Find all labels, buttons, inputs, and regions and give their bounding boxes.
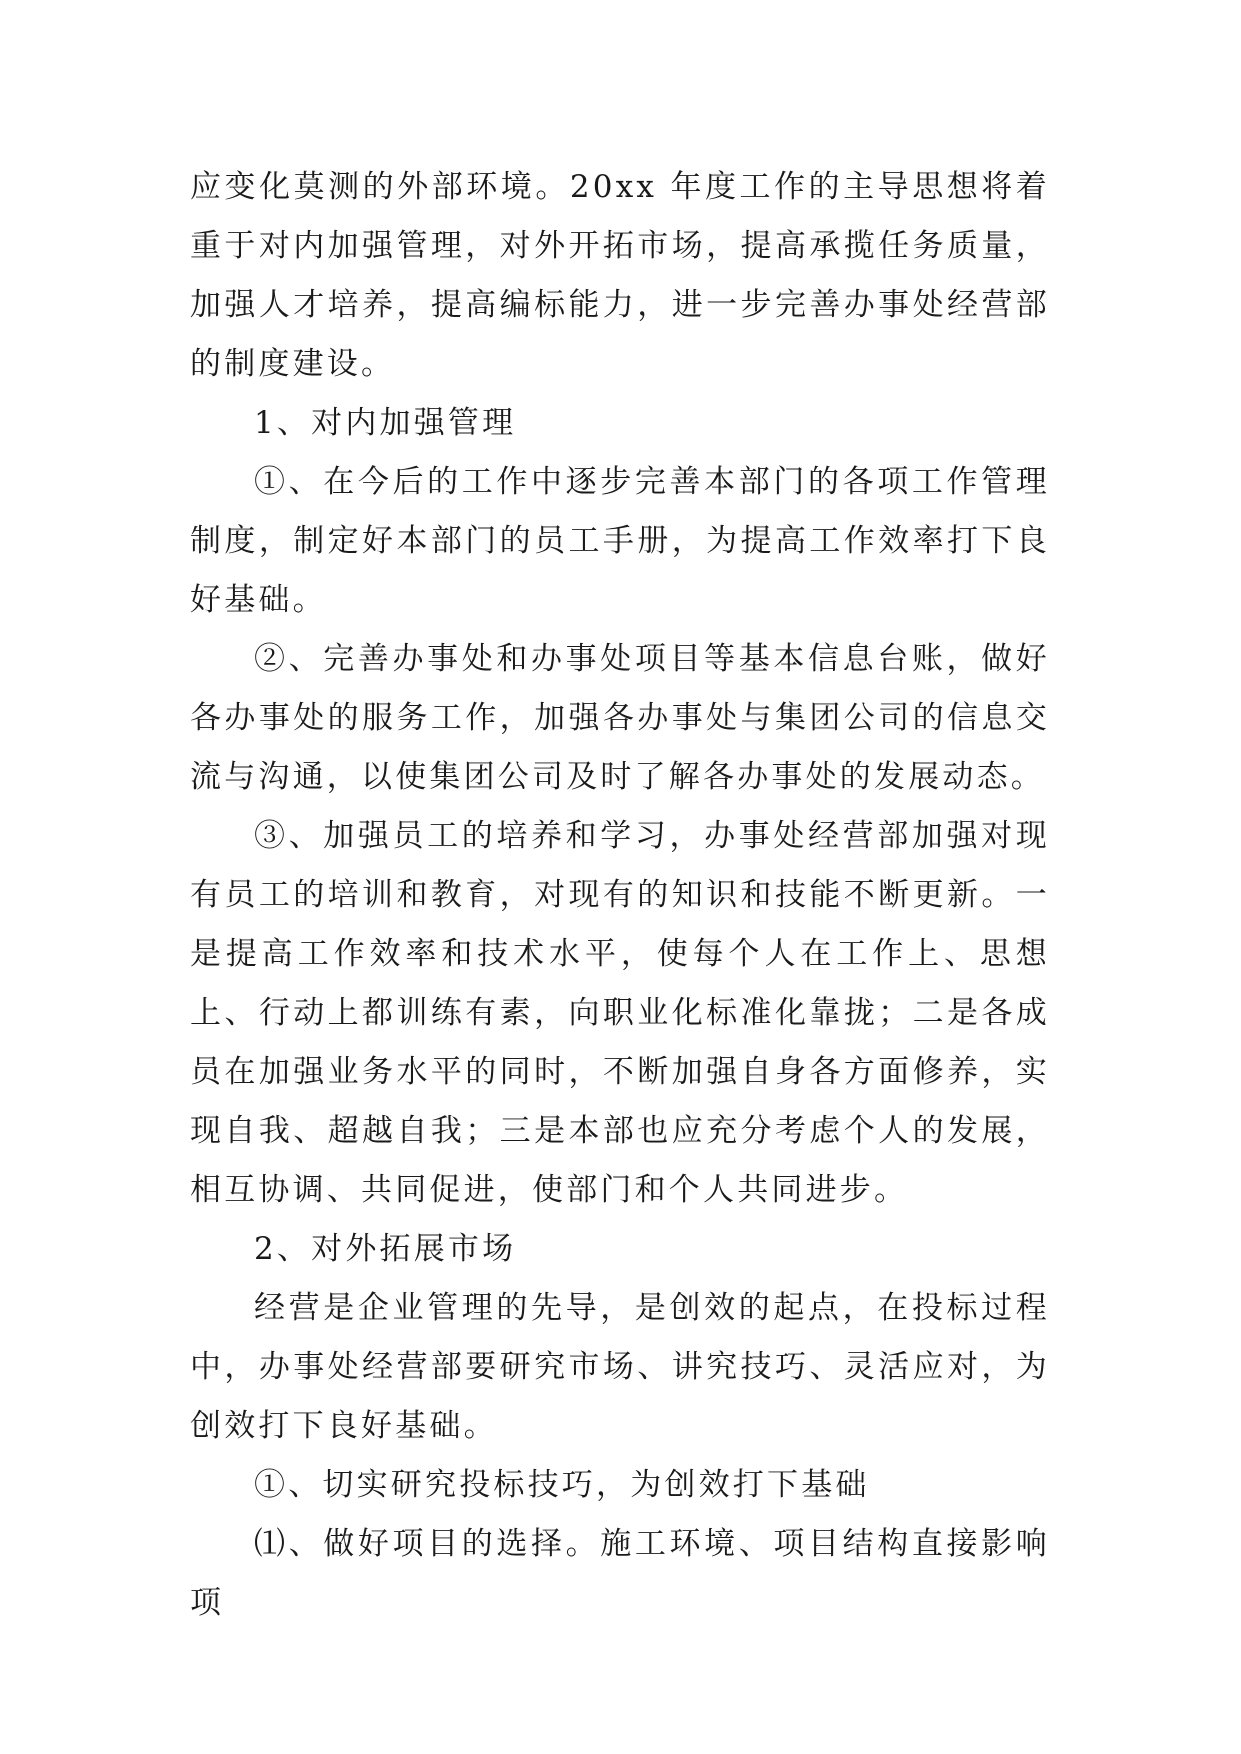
paragraph-item-1: ①、在今后的工作中逐步完善本部门的各项工作管理制度，制定好本部门的员工手册，为提高工作效率打下良好基础。	[190, 464, 1050, 618]
document-body	[190, 158, 1050, 1633]
paragraph-project-selection: ⑴、做好项目的选择。施工环境、项目结构直接影响项	[190, 1526, 1050, 1621]
paragraph-bidding-skills: ①、切实研究投标技巧，为创效打下基础	[254, 1467, 870, 1503]
paragraph-market-intro: 经营是企业管理的先导，是创效的起点，在投标过程中，办事处经营部要研究市场、讲究技巧、灵活应对，为创效打下良好基础。	[190, 1290, 1050, 1444]
paragraph-item-3: ③、加强员工的培养和学习，办事处经营部加强对现有员工的培训和教育，对现有的知识和技能不断更新。一是提高工作效率和技术水平，使每个人在工作上、思想上、行动上都训练有素，向职业化标准化靠拢；二是各成员在加强业务水平的同时，不断加强自身各方面修养，实现自我、超越自我；三是本部也应充分考虑个人的发展，相互协调、共同促进，使部门和个人共同进步。	[190, 818, 1050, 1208]
paragraph-item-2: ②、完善办事处和办事处项目等基本信息台账，做好各办事处的服务工作，加强各办事处与集团公司的信息交流与沟通，以使集团公司及时了解各办事处的发展动态。	[190, 641, 1050, 795]
heading-internal-management: 1、对内加强管理	[254, 405, 517, 441]
heading-external-market: 2、对外拓展市场	[254, 1231, 517, 1267]
paragraph-intro: 应变化莫测的外部环境。20xx 年度工作的主导思想将着重于对内加强管理，对外开拓市场，提高承揽任务质量，加强人才培养，提高编标能力，进一步完善办事处经营部的制度建设。	[190, 169, 1050, 382]
